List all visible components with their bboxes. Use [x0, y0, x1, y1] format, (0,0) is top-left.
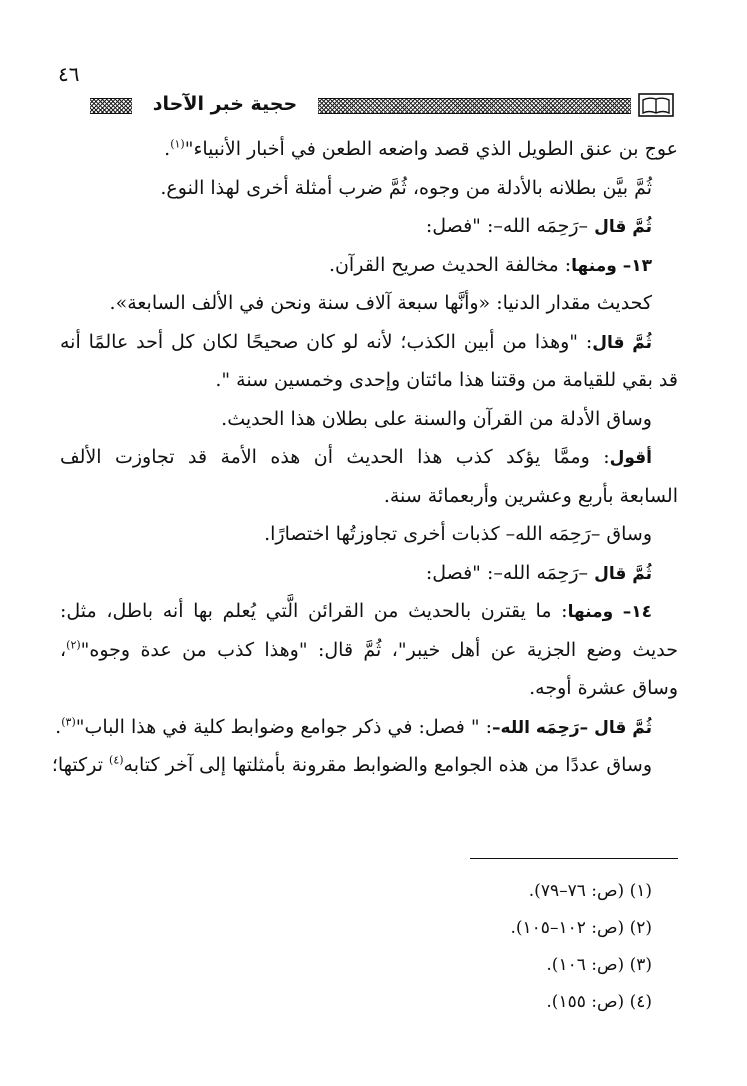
- text-segment: عوج بن عنق الطويل الذي قصد واضعه الطعن في أخبار الأنبياء": [184, 138, 678, 160]
- text-segment: ثُمَّ بيَّن بطلانه بالأدلة من وجوه، ثُمَّ ضرب أمثلة أخرى لهذا النوع.: [160, 176, 652, 199]
- footnote: (٢) (ص: ١٠٢–١٠٥).: [510, 918, 652, 938]
- footnote-ref[interactable]: (٣): [61, 715, 76, 729]
- header-ornament-left: [90, 98, 132, 114]
- text-segment: –رَحِمَه الله–: "فصل:: [425, 561, 589, 584]
- text-line: [60, 130, 678, 169]
- bold-phrase: ثُمَّ قال: [594, 563, 652, 584]
- punctuation: .: [55, 715, 62, 738]
- text-line: [60, 438, 678, 477]
- text-line: [60, 169, 678, 208]
- footnote-ref[interactable]: (١): [170, 137, 185, 151]
- text-segment: السابعة بأربع وعشرين وأربعمائة سنة.: [383, 484, 678, 507]
- text-line: [55, 708, 678, 747]
- text-segment: : ما يقترن بالحديث من القرائن الَّتي يُعلم بها أنه باطل، مثل:: [60, 600, 568, 622]
- punctuation: .: [164, 138, 171, 160]
- footnote-separator: [470, 858, 678, 859]
- text-segment: –رَحِمَه الله–: "فصل:: [425, 215, 589, 237]
- text-line: [60, 631, 678, 670]
- footnotes: [60, 873, 678, 1021]
- open-book-icon: [638, 93, 674, 117]
- text-line: [51, 746, 678, 785]
- text-line: [60, 515, 678, 554]
- bold-phrase: ١٣– ومنها: [571, 255, 652, 276]
- text-line: [60, 246, 678, 285]
- footnote-ref[interactable]: (٤): [109, 753, 124, 767]
- text-line: [60, 323, 678, 362]
- text-line: [60, 207, 678, 246]
- page-number: ٤٦: [58, 62, 80, 86]
- footnote: (١) (ص: ٧٦–٧٩).: [528, 881, 652, 901]
- footnote: (٣) (ص: ١٠٦).: [546, 955, 652, 975]
- running-title: حجية خبر الآحاد: [152, 93, 298, 115]
- text-line: [60, 477, 678, 516]
- text-segment: وساق عددًا من هذه الجوامع والضوابط مقرونة بأمثلتها إلى آخر كتابه: [123, 754, 652, 776]
- text-segment: وساق عشرة أوجه.: [529, 677, 678, 699]
- text-segment: : "وهذا من أبين الكذب؛ لأنه لو كان صحيحًا لكان كل أحد عالمًا أنه: [60, 330, 593, 353]
- text-segment: : مخالفة الحديث صريح القرآن.: [328, 253, 572, 276]
- running-header: [90, 92, 676, 118]
- bold-phrase: ثُمَّ قال –رَحِمَه الله–: [492, 717, 652, 738]
- text-line: [60, 361, 678, 400]
- text-line: [60, 284, 678, 323]
- main-text: [51, 130, 678, 785]
- bold-phrase: ثُمَّ قال: [592, 332, 652, 353]
- footnote: (٤) (ص: ١٥٥).: [546, 992, 652, 1012]
- text-segment: : " فصل: في ذكر جوامع وضوابط كلية في هذا الباب": [75, 715, 493, 738]
- text-segment: قد بقي للقيامة من وقتنا هذا مائتان وإحدى وخمسين سنة ".: [215, 369, 678, 391]
- bold-phrase: ثُمَّ قال: [594, 217, 652, 237]
- text-line: [60, 400, 678, 439]
- bold-phrase: ١٤– ومنها: [567, 602, 652, 622]
- text-segment: كحديث مقدار الدنيا: «وأنَّها سبعة آلاف سنة ونحن في الألف السابعة».: [109, 292, 652, 314]
- text-segment: حديث وضع الجزية عن أهل خيبر"، ثُمَّ قال: "وهذا كذب من عدة وجوه": [80, 638, 678, 661]
- text-segment: : وممَّا يؤكد كذب هذا الحديث أن هذه الأمة قد تجاوزت الألف: [60, 446, 610, 468]
- text-segment: وساق الأدلة من القرآن والسنة على بطلان هذا الحديث.: [221, 407, 652, 430]
- text-segment: تركتها؛: [51, 754, 103, 776]
- text-line: [60, 554, 678, 593]
- text-line: [60, 669, 678, 708]
- text-segment: وساق –رَحِمَه الله– كذبات أخرى تجاوزتُها اختصارًا.: [264, 523, 652, 545]
- footnote-ref[interactable]: (٢): [66, 638, 81, 652]
- header-ornament-right: [318, 98, 631, 114]
- bold-phrase: أقول: [609, 448, 652, 468]
- text-line: [60, 592, 678, 631]
- punctuation: ،: [60, 638, 67, 661]
